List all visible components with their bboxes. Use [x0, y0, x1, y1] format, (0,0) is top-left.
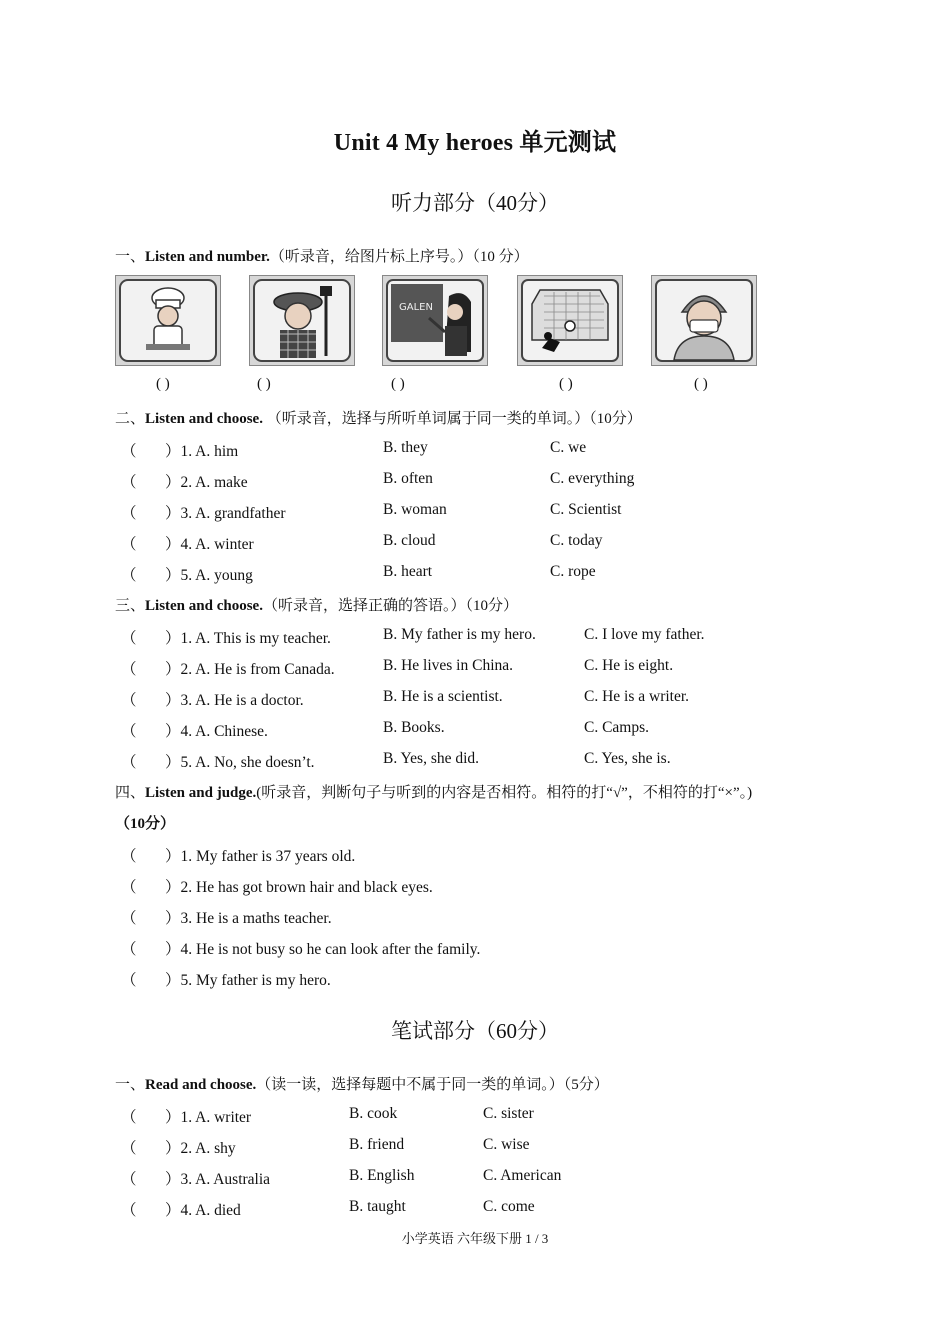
answer-blank[interactable]: ( ) [694, 376, 708, 392]
picture-row [0, 275, 950, 371]
farmer-picture [249, 275, 355, 366]
teacher-picture [382, 275, 488, 366]
answer-blank[interactable]: ( ) [391, 376, 405, 392]
board-writing: GALEN [399, 302, 433, 313]
page-footer: 小学英语 六年级下册 1 / 3 [401, 1231, 549, 1246]
answer-blank[interactable]: ( ) [156, 376, 170, 392]
listening-part2-heading: 二、Listen and choose. （听录音，选择与所听单词属于同一类的单词。）（10分） [115, 411, 642, 427]
listening-part1-heading: 一、Listen and number.（听录音，给图片标上序号。）（10 分） [115, 249, 529, 265]
footballer-picture [517, 275, 623, 366]
cook-picture [115, 275, 221, 366]
answer-blank[interactable]: ( ) [257, 376, 271, 392]
listening-part4-score: （10分） [115, 816, 176, 832]
answer-blank[interactable]: ( ) [559, 376, 573, 392]
listening-part4-heading: 四、Listen and judge.(听录音，判断句子与听到的内容是否相符。相符的打“√”，不相符的打“×”。) [115, 785, 753, 801]
doctor-picture [651, 275, 757, 366]
listening-part3-heading: 三、Listen and choose.（听录音，选择正确的答语。）（10分） [115, 598, 518, 614]
page-title: Unit 4 My heroes 单元测试 [333, 130, 617, 156]
writing-part1-heading: 一、Read and choose.（读一读，选择每题中不属于同一类的单词。）（5分） [115, 1077, 609, 1093]
listening-section-title: 听力部分（40分） [391, 191, 559, 215]
writing-section-title: 笔试部分（60分） [391, 1019, 559, 1043]
